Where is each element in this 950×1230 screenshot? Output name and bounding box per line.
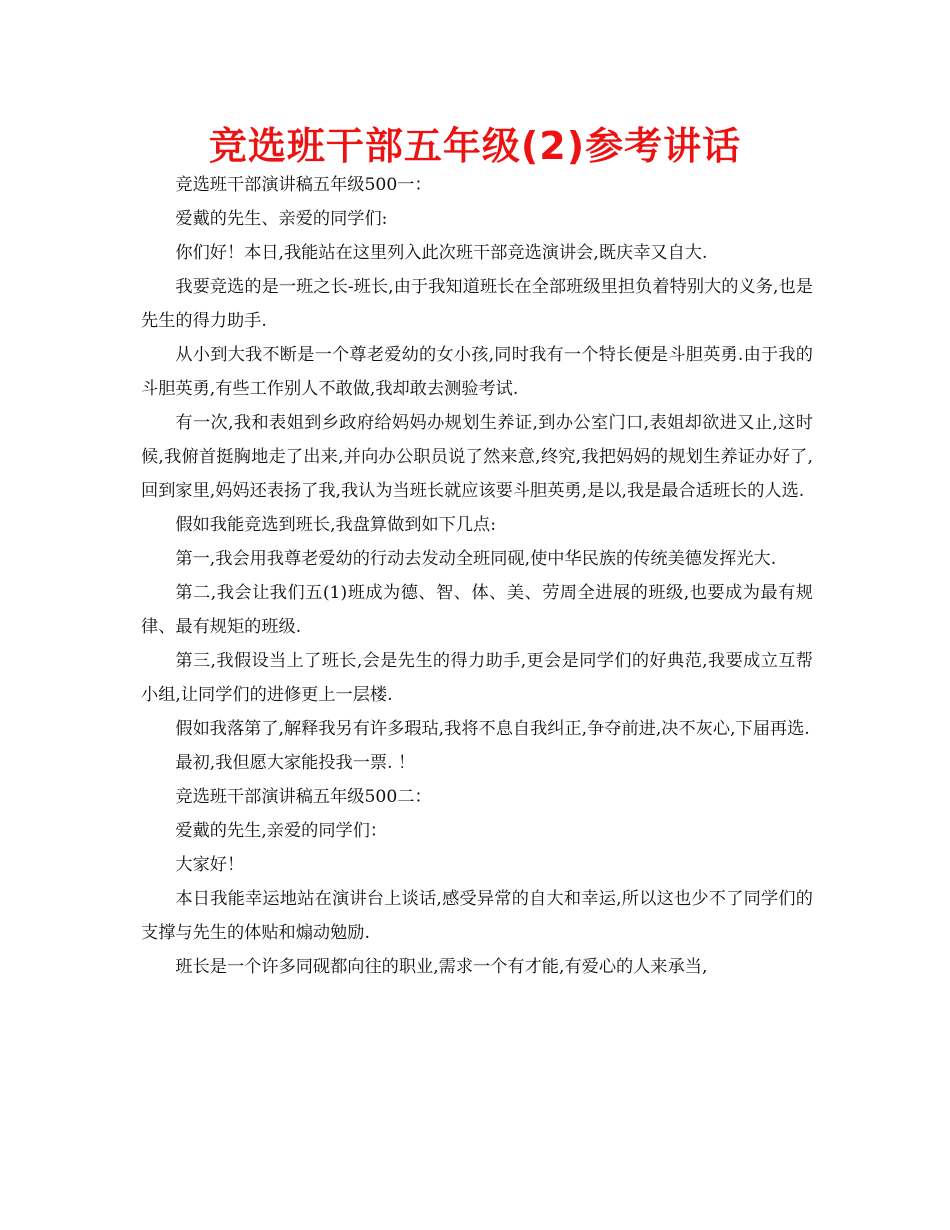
paragraph: 竞选班干部演讲稿五年级500一： — [175, 175, 432, 195]
paragraph: 爱戴的先生,亲爱的同学们： — [175, 821, 388, 841]
paragraph: 假如我落第了,解释我另有许多瑕玷,我将不息自我纠正,争夺前进,决不灰心,下届再选. — [175, 719, 810, 739]
paragraph: 你们好！本日,我能站在这里列入此次班干部竞选演讲会,既庆幸又自大. — [175, 243, 708, 263]
paragraph: 本日我能幸运地站在演讲台上谈话,感受异常的自大和幸运,所以这也少不了同学们的支撑与先生的体贴和煽动勉励. — [141, 889, 813, 943]
paragraph: 第三,我假设当上了班长,会是先生的得力助手,更会是同学们的好典范,我要成立互帮小组,让同学们的进修更上一层楼. — [141, 651, 813, 705]
paragraph: 我要竞选的是一班之长-班长,由于我知道班长在全部班级里担负着特别大的义务,也是先生的得力助手. — [141, 277, 813, 331]
paragraph: 班长是一个许多同砚都向往的职业,需求一个有才能,有爱心的人来承当, — [175, 957, 708, 977]
paragraph: 竞选班干部演讲稿五年级500二： — [175, 787, 432, 807]
paragraph: 有一次,我和表姐到乡政府给妈妈办规划生养证,到办公室门口,表姐却欲进又止,这时候,我俯首挺胸地走了出来,并向办公职员说了然来意,终究,我把妈妈的规划生养证办好了,回到家里,妈妈还表扬了我,我认为当班长就应该要斗胆英勇,是以,我是最合适班长的人选. — [141, 413, 813, 501]
paragraph: 爱戴的先生、亲爱的同学们: — [175, 209, 388, 229]
paragraph: 大家好！ — [175, 855, 245, 875]
paragraph: 第一,我会用我尊老爱幼的行动去发动全班同砚,使中华民族的传统美德发挥光大. — [175, 549, 777, 569]
document-body — [141, 168, 813, 984]
paragraph: 从小到大我不断是一个尊老爱幼的女小孩,同时我有一个特长便是斗胆英勇.由于我的斗胆英勇,有些工作别人不敢做,我却敢去测验考试. — [141, 345, 813, 399]
paragraph: 最初,我但愿大家能投我一票. ！ — [175, 753, 416, 773]
document-title: 竞选班干部五年级(2)参考讲话 — [208, 124, 742, 168]
paragraph: 假如我能竞选到班长,我盘算做到如下几点: — [175, 515, 497, 535]
paragraph: 第二,我会让我们五(1)班成为德、智、体、美、劳周全进展的班级,也要成为最有规律、最有规矩的班级. — [141, 583, 813, 637]
